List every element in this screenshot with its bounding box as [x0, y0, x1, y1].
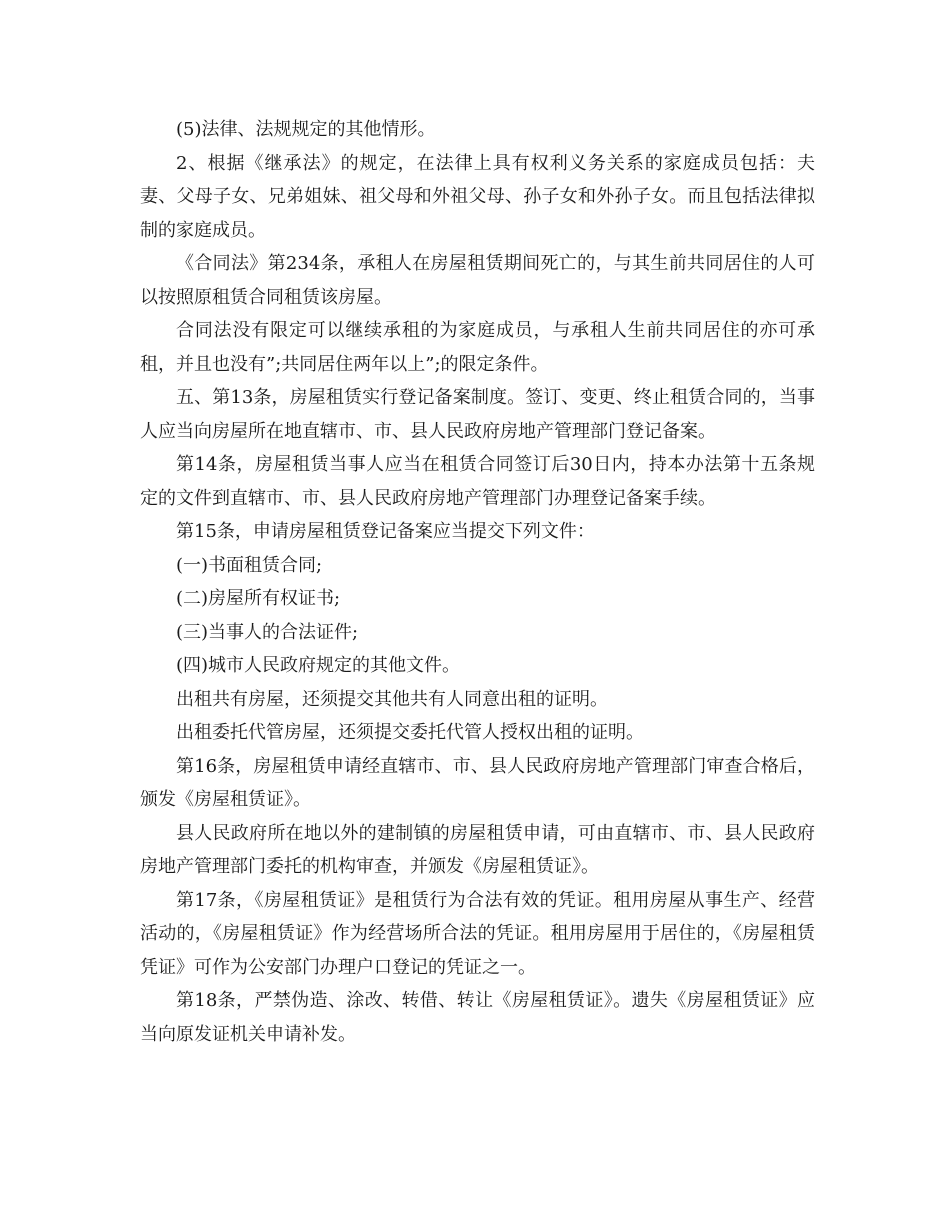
- paragraph-1: (5)法律、法规规定的其他情形。: [176, 119, 436, 140]
- paragraph-11: 县人民政府所在地以外的建制镇的房屋租赁申请，可由直辖市、市、县人民政府房地产管理部门委托的机构审查，并颁发《房屋租赁证》。: [140, 822, 815, 877]
- paragraph-3: 《合同法》第234条，承租人在房屋租赁期间死亡的，与其生前共同居住的人可以按照原租赁合同租赁该房屋。: [140, 253, 815, 308]
- list-item-2: (二)房屋所有权证书;: [176, 588, 341, 609]
- list-item-4: (四)城市人民政府规定的其他文件。: [176, 655, 461, 676]
- document-page: [140, 113, 815, 1051]
- list-item-1: (一)书面租赁合同;: [176, 554, 323, 576]
- paragraph-10: 第16条，房屋租赁申请经直辖市、市、县人民政府房地产管理部门审查合格后，颁发《房屋租赁证》。: [140, 755, 815, 810]
- paragraph-4: 合同法没有限定可以继续承租的为家庭成员，与承租人生前共同居住的亦可承租，并且也没有”;共同居住两年以上”;的限定条件。: [140, 320, 815, 375]
- paragraph-6: 第14条，房屋租赁当事人应当在租赁合同签订后30日内，持本办法第十五条规定的文件到直辖市、市、县人民政府房地产管理部门办理登记备案手续。: [140, 454, 815, 509]
- paragraph-13: 第18条，严禁伪造、涂改、转借、转让《房屋租赁证》。遗失《房屋租赁证》应当向原发证机关申请补发。: [140, 990, 815, 1045]
- paragraph-2: 2、根据《继承法》的规定，在法律上具有权利义务关系的家庭成员包括：夫妻、父母子女、兄弟姐妹、祖父母和外祖父母、孙子女和外孙子女。而且包括法律拟制的家庭成员。: [140, 152, 815, 241]
- paragraph-8: 出租共有房屋，还须提交其他共有人同意出租的证明。: [176, 688, 608, 710]
- list-item-3: (三)当事人的合法证件;: [176, 621, 359, 643]
- paragraph-12: 第17条，《房屋租赁证》是租赁行为合法有效的凭证。租用房屋从事生产、经营活动的，《房屋租赁证》作为经营场所合法的凭证。租用房屋用于居住的，《房屋租赁凭证》可作为公安部门办理户口登记的凭证之一。: [140, 889, 815, 978]
- paragraph-5: 五、第13条，房屋租赁实行登记备案制度。签订、变更、终止租赁合同的，当事人应当向房屋所在地直辖市、市、县人民政府房地产管理部门登记备案。: [140, 387, 815, 442]
- paragraph-9: 出租委托代管房屋，还须提交委托代管人授权出租的证明。: [176, 722, 644, 743]
- paragraph-7: 第15条，申请房屋租赁登记备案应当提交下列文件：: [176, 521, 595, 542]
